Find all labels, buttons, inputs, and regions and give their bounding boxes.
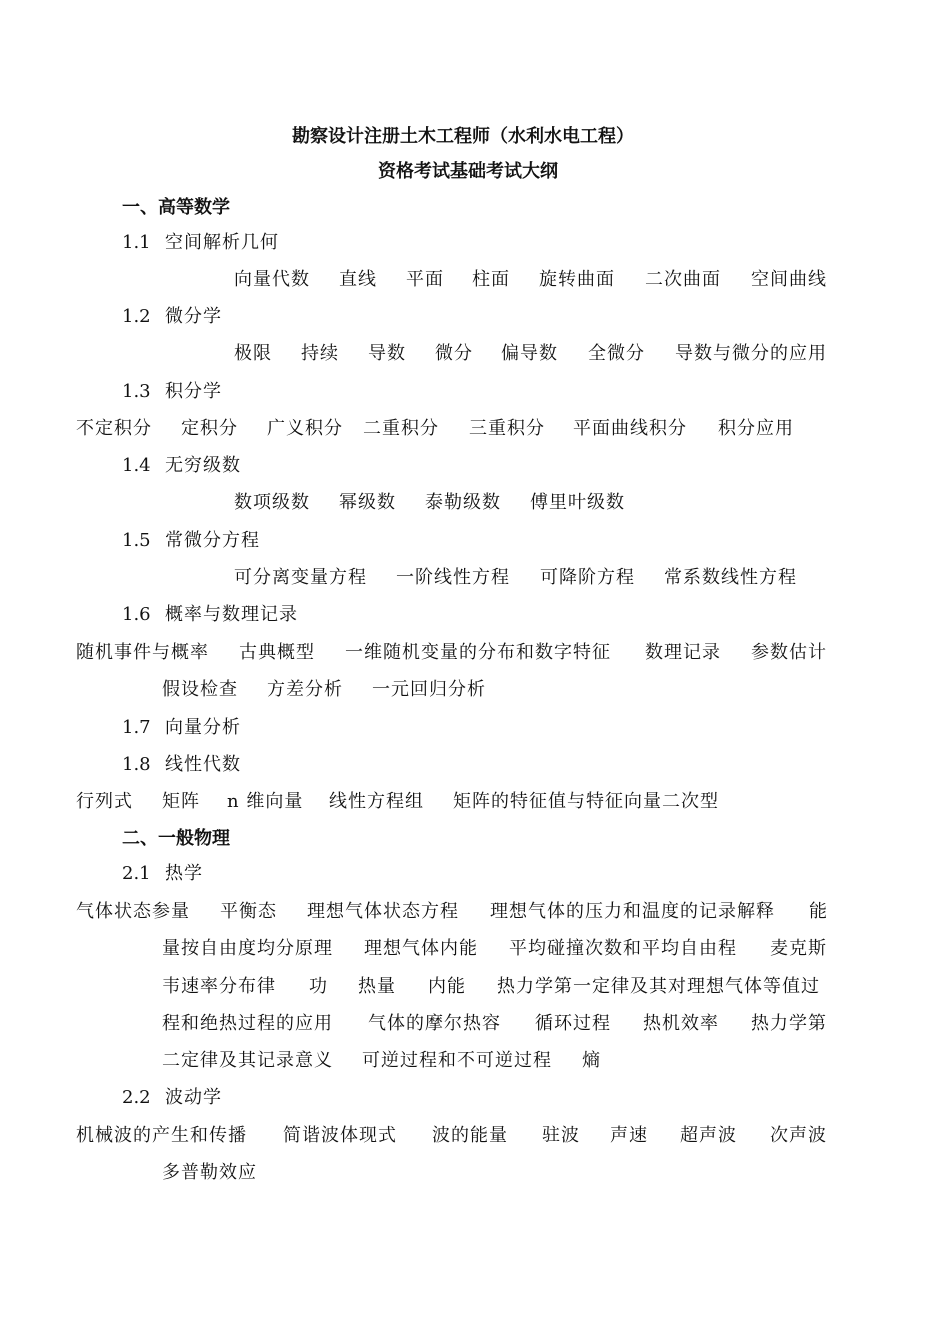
topic-item: 声速 <box>610 1125 648 1146</box>
topic-item: 能 <box>809 901 828 922</box>
topic-item: 数项级数 <box>234 492 310 513</box>
topic-item: 常系数线性方程 <box>664 567 797 588</box>
subsection-number: 1.7 <box>122 717 151 738</box>
subsection-title: 常微分方程 <box>165 530 260 551</box>
subsection-title: 空间解析几何 <box>165 232 279 253</box>
topic-item: n 维向量 <box>227 791 304 812</box>
topic-item: 理想气体内能 <box>364 938 478 959</box>
topic-item: 泰勒级数 <box>425 492 501 513</box>
topic-item: 不定积分 <box>76 418 152 439</box>
topic-item: 气体的摩尔热容 <box>368 1013 501 1034</box>
topic-item: 矩阵 <box>162 791 200 812</box>
topic-item: 随机事件与概率 <box>76 642 209 663</box>
doc-title-line2: 资格考试基础考试大纲 <box>378 161 558 182</box>
topic-item: 一元回归分析 <box>372 679 486 700</box>
topic-item: 二重积分 <box>363 418 439 439</box>
topic-item: 平面曲线积分 <box>573 418 687 439</box>
topic-item: 参数估计 <box>751 642 827 663</box>
topic-item: 极限 <box>234 343 272 364</box>
topic-item: 广义积分 <box>267 418 343 439</box>
subsection-title: 线性代数 <box>165 754 241 775</box>
topic-item: 全微分 <box>588 343 645 364</box>
topic-item: 持续 <box>301 343 339 364</box>
topic-item: 偏导数 <box>501 343 558 364</box>
topic-item: 机械波的产生和传播 <box>76 1125 247 1146</box>
topic-item: 热机效率 <box>643 1013 719 1034</box>
topic-item: 平衡态 <box>220 901 277 922</box>
topic-item: 积分应用 <box>718 418 794 439</box>
topic-item: 热力学第一定律及其对理想气体等值过 <box>497 976 820 997</box>
subsection-number: 2.1 <box>122 863 151 884</box>
subsection-title: 波动学 <box>165 1087 222 1108</box>
topic-item: 微分 <box>435 343 473 364</box>
topic-item: 可降阶方程 <box>540 567 635 588</box>
topic-item: 二次曲面 <box>645 269 721 290</box>
topic-item: 空间曲线 <box>751 269 827 290</box>
topic-item: 矩阵的特征值与特征向量二次型 <box>453 791 719 812</box>
topic-item: 向量代数 <box>234 269 310 290</box>
topic-item: 超声波 <box>680 1125 737 1146</box>
subsection-number: 2.2 <box>122 1087 151 1108</box>
subsection-number: 1.4 <box>122 455 151 476</box>
topic-item: 麦克斯 <box>770 938 827 959</box>
topic-item: 气体状态参量 <box>76 901 190 922</box>
topic-item: 可逆过程和不可逆过程 <box>362 1050 552 1071</box>
topic-item: 循环过程 <box>535 1013 611 1034</box>
topic-item: 韦速率分布律 <box>162 976 276 997</box>
topic-item: 程和绝热过程的应用 <box>162 1013 333 1034</box>
topic-item: 假设检查 <box>162 679 238 700</box>
section-heading: 二、一般物理 <box>122 828 230 849</box>
topic-item: 二定律及其记录意义 <box>162 1050 333 1071</box>
subsection-title: 微分学 <box>165 306 222 327</box>
subsection-number: 1.5 <box>122 530 151 551</box>
subsection-title: 无穷级数 <box>165 455 241 476</box>
subsection-number: 1.3 <box>122 381 151 402</box>
topic-item: 直线 <box>339 269 377 290</box>
topic-item: 旋转曲面 <box>539 269 615 290</box>
topic-item: 理想气体的压力和温度的记录解释 <box>490 901 775 922</box>
topic-item: 平均碰撞次数和平均自由程 <box>509 938 737 959</box>
topic-item: 简谐波体现式 <box>283 1125 397 1146</box>
topic-item: 量按自由度均分原理 <box>162 938 333 959</box>
topic-item: 行列式 <box>76 791 133 812</box>
subsection-title: 向量分析 <box>165 717 241 738</box>
topic-item: 驻波 <box>542 1125 580 1146</box>
subsection-title: 积分学 <box>165 381 222 402</box>
topic-item: 热量 <box>358 976 396 997</box>
topic-item: 幂级数 <box>339 492 396 513</box>
topic-item: 古典概型 <box>239 642 315 663</box>
topic-item: 数理记录 <box>645 642 721 663</box>
topic-item: 可分离变量方程 <box>234 567 367 588</box>
subsection-title: 概率与数理记录 <box>165 604 298 625</box>
subsection-number: 1.2 <box>122 306 151 327</box>
topic-item: 三重积分 <box>469 418 545 439</box>
topic-item: 定积分 <box>181 418 238 439</box>
topic-item: 波的能量 <box>432 1125 508 1146</box>
topic-item: 多普勒效应 <box>162 1162 257 1183</box>
topic-item: 熵 <box>582 1050 601 1071</box>
topic-item: 理想气体状态方程 <box>307 901 459 922</box>
doc-title-line1: 勘察设计注册土木工程师（水利水电工程） <box>292 126 634 147</box>
topic-item: 傅里叶级数 <box>530 492 625 513</box>
topic-item: 功 <box>309 976 328 997</box>
subsection-number: 1.8 <box>122 754 151 775</box>
topic-item: 热力学第 <box>751 1013 827 1034</box>
topic-item: 一维随机变量的分布和数字特征 <box>345 642 611 663</box>
topic-item: 柱面 <box>472 269 510 290</box>
topic-item: 导数 <box>368 343 406 364</box>
topic-item: 平面 <box>406 269 444 290</box>
topic-item: 次声波 <box>770 1125 827 1146</box>
topic-item: 导数与微分的应用 <box>675 343 827 364</box>
topic-item: 方差分析 <box>267 679 343 700</box>
subsection-number: 1.1 <box>122 232 151 253</box>
subsection-title: 热学 <box>165 863 203 884</box>
subsection-number: 1.6 <box>122 604 151 625</box>
topic-item: 内能 <box>428 976 466 997</box>
topic-item: 一阶线性方程 <box>396 567 510 588</box>
section-heading: 一、高等数学 <box>122 197 230 218</box>
topic-item: 线性方程组 <box>329 791 424 812</box>
